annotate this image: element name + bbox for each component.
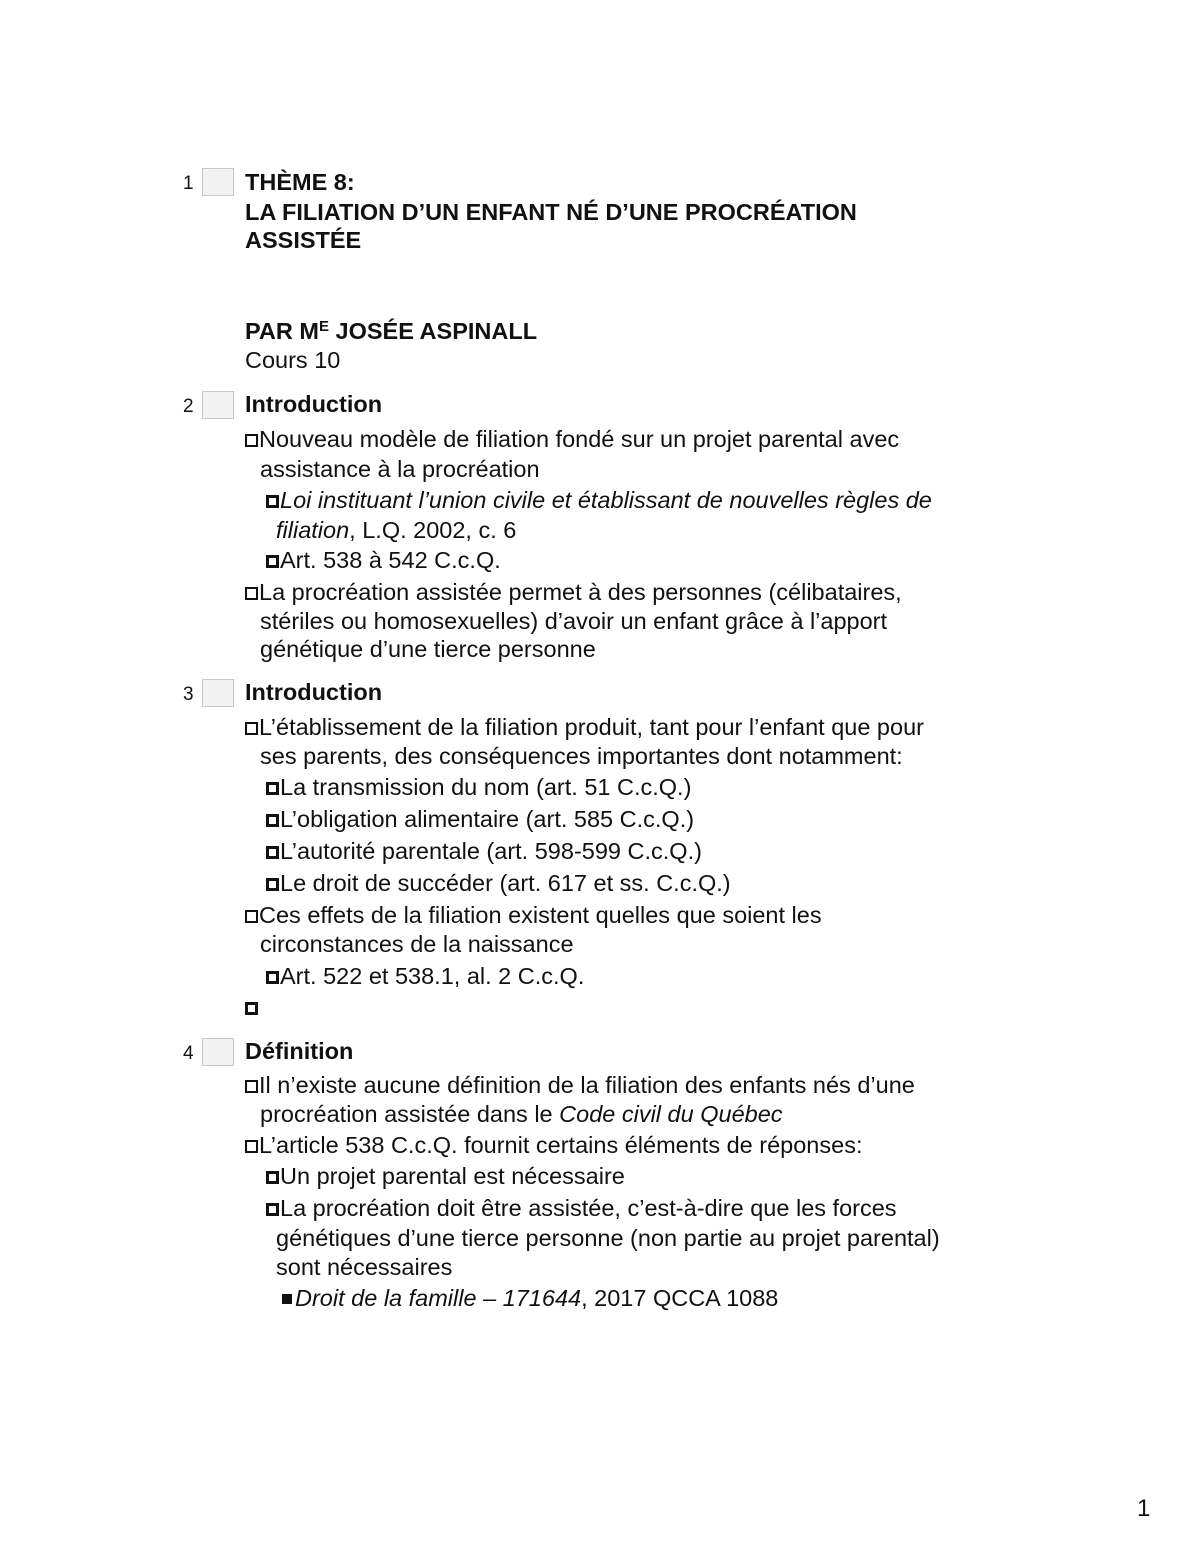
slide-thumbnail-box [202, 391, 234, 419]
square-bullet-icon [282, 1294, 292, 1304]
bullet-item: Nouveau modèle de filiation fondé sur un projet parental avec [245, 424, 899, 454]
checkbox-bullet-icon [245, 1140, 258, 1153]
sub-bullet-item: Art. 538 à 542 C.c.Q. [266, 545, 501, 575]
bullet-item: L’établissement de la filiation produit, tant pour l’enfant que pour [245, 712, 924, 742]
slide-number: 2 [183, 396, 194, 417]
course-label: Cours 10 [245, 347, 341, 373]
author-name: JOSÉE ASPINALL [329, 318, 538, 344]
checkbox-bullet-icon [245, 434, 258, 447]
author-line [245, 312, 537, 346]
page-number: 1 [1137, 1495, 1151, 1522]
sub-bullet-item: La transmission du nom (art. 51 C.c.Q.) [266, 772, 691, 802]
bullet-item: L’article 538 C.c.Q. fournit certains éléments de réponses: [245, 1130, 862, 1160]
sub-bullet-continuation: filiation, L.Q. 2002, c. 6 [276, 517, 517, 543]
sub-bullet-item: L’autorité parentale (art. 598-599 C.c.Q.) [266, 836, 702, 866]
document-title-line-1: LA FILIATION D’UN ENFANT NÉ D’UNE PROCRÉATION [245, 199, 857, 225]
slide-heading: Introduction [245, 679, 383, 705]
checkbox-bullet-icon [266, 555, 279, 568]
slide-heading: Introduction [245, 391, 383, 417]
slide-thumbnail-box [202, 1038, 234, 1066]
slide-number: 3 [183, 684, 194, 705]
checkbox-bullet-icon [245, 910, 258, 923]
bullet-item: Ces effets de la filiation existent quelles que soient les [245, 900, 822, 930]
theme-heading: THÈME 8: [245, 169, 355, 195]
empty-bullet-item [245, 992, 259, 1022]
sub-bullet-item: Un projet parental est nécessaire [266, 1161, 625, 1191]
document-title-line-2: ASSISTÉE [245, 227, 362, 253]
slide-heading: Définition [245, 1038, 354, 1064]
bullet-continuation: assistance à la procréation [260, 456, 540, 482]
sub-bullet-item: Art. 522 et 538.1, al. 2 C.c.Q. [266, 961, 584, 991]
checkbox-bullet-icon [266, 971, 279, 984]
bullet-continuation: procréation assistée dans le Code civil du Québec [260, 1101, 783, 1127]
checkbox-bullet-icon [266, 782, 279, 795]
sub-bullet-item: La procréation doit être assistée, c’est-à-dire que les forces [266, 1193, 897, 1223]
author-superscript: E [318, 318, 329, 335]
sub-bullet-continuation: sont nécessaires [276, 1254, 453, 1280]
sub-bullet-continuation: génétiques d’une tierce personne (non partie au projet parental) [276, 1225, 940, 1251]
slide-thumbnail-box [202, 168, 234, 196]
checkbox-bullet-icon [266, 1171, 279, 1184]
slide-number: 1 [183, 173, 194, 194]
checkbox-bullet-icon [245, 587, 258, 600]
bullet-item: La procréation assistée permet à des personnes (célibataires, [245, 577, 902, 607]
checkbox-bullet-icon [245, 722, 258, 735]
checkbox-bullet-icon [266, 1203, 279, 1216]
bullet-item: Il n’existe aucune définition de la filiation des enfants nés d’une [245, 1070, 915, 1100]
author-prefix: PAR M [245, 318, 319, 344]
bullet-continuation: stériles ou homosexuelles) d’avoir un enfant grâce à l’apport [260, 608, 888, 634]
bullet-continuation: circonstances de la naissance [260, 931, 574, 957]
slide-thumbnail-box [202, 679, 234, 707]
sub-bullet-item: Loi instituant l’union civile et établissant de nouvelles règles de [266, 485, 932, 515]
sub-bullet-item: Le droit de succéder (art. 617 et ss. C.c.Q.) [266, 868, 731, 898]
slide-number: 4 [183, 1043, 194, 1064]
bullet-continuation: génétique d’une tierce personne [260, 636, 596, 662]
checkbox-bullet-icon [266, 495, 279, 508]
checkbox-bullet-icon [266, 878, 279, 891]
third-level-bullet-item: Droit de la famille – 171644, 2017 QCCA 1088 [282, 1283, 778, 1313]
checkbox-bullet-icon [266, 846, 279, 859]
sub-bullet-item: L’obligation alimentaire (art. 585 C.c.Q.) [266, 804, 694, 834]
checkbox-bullet-icon [245, 1002, 258, 1015]
bullet-continuation: ses parents, des conséquences importantes dont notamment: [260, 743, 903, 769]
checkbox-bullet-icon [266, 814, 279, 827]
checkbox-bullet-icon [245, 1080, 258, 1093]
